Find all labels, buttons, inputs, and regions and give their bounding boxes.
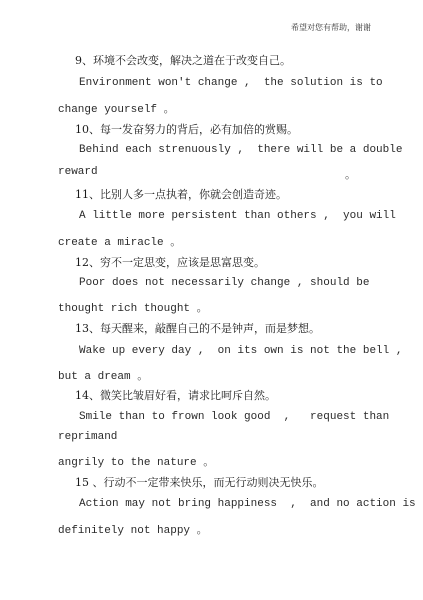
quote-9-chinese: 9、环境不会改变，解决之道在于改变自己。 (75, 54, 291, 67)
quote-10-english-line-1: Behind each strenuously , there will be a double (79, 144, 403, 156)
quote-15-english-line-1: Action may not bring happiness , and no action is (79, 498, 416, 510)
quote-13-english-line-2: but a dream 。 (58, 371, 149, 383)
quote-15-chinese: 15 、行动不一定带来快乐，而无行动则决无快乐。 (75, 476, 324, 489)
quote-9-english-line-2: change yourself 。 (58, 104, 175, 116)
quote-14-english-line-2: reprimand (58, 431, 118, 443)
quote-13-english-line-1: Wake up every day , on its own is not the bell , (79, 345, 403, 357)
quote-10-trailing-mark: 。 (345, 170, 356, 182)
quote-12-chinese: 12、穷不一定思变，应该是思富思变。 (75, 256, 265, 269)
quote-12-english-line-2: thought rich thought 。 (58, 303, 208, 315)
quote-14-english-line-3: angrily to the nature 。 (58, 457, 215, 469)
quote-11-english-line-1: A little more persistent than others , you will (79, 210, 396, 222)
quote-9-english-line-1: Environment won't change , the solution is to (79, 77, 383, 89)
quote-14-english-line-1: Smile than to frown look good , request than (79, 411, 390, 423)
quote-11-english-line-2: create a miracle 。 (58, 237, 182, 249)
quote-12-english-line-1: Poor does not necessarily change , should be (79, 277, 370, 289)
quote-10-english-line-2: reward (58, 166, 98, 178)
header-note: 希望对您有帮助，谢谢 (291, 23, 371, 32)
quote-11-chinese: 11、比别人多一点执着，你就会创造奇迹。 (75, 188, 287, 201)
quote-13-chinese: 13、每天醒来，敲醒自己的不是钟声，而是梦想。 (75, 322, 320, 335)
quote-14-chinese: 14、微笑比皱眉好看，请求比呵斥自然。 (75, 389, 276, 402)
quote-10-chinese: 10、每一发奋努力的背后，必有加倍的赏赐。 (75, 123, 298, 136)
quote-15-english-line-2: definitely not happy 。 (58, 525, 208, 537)
